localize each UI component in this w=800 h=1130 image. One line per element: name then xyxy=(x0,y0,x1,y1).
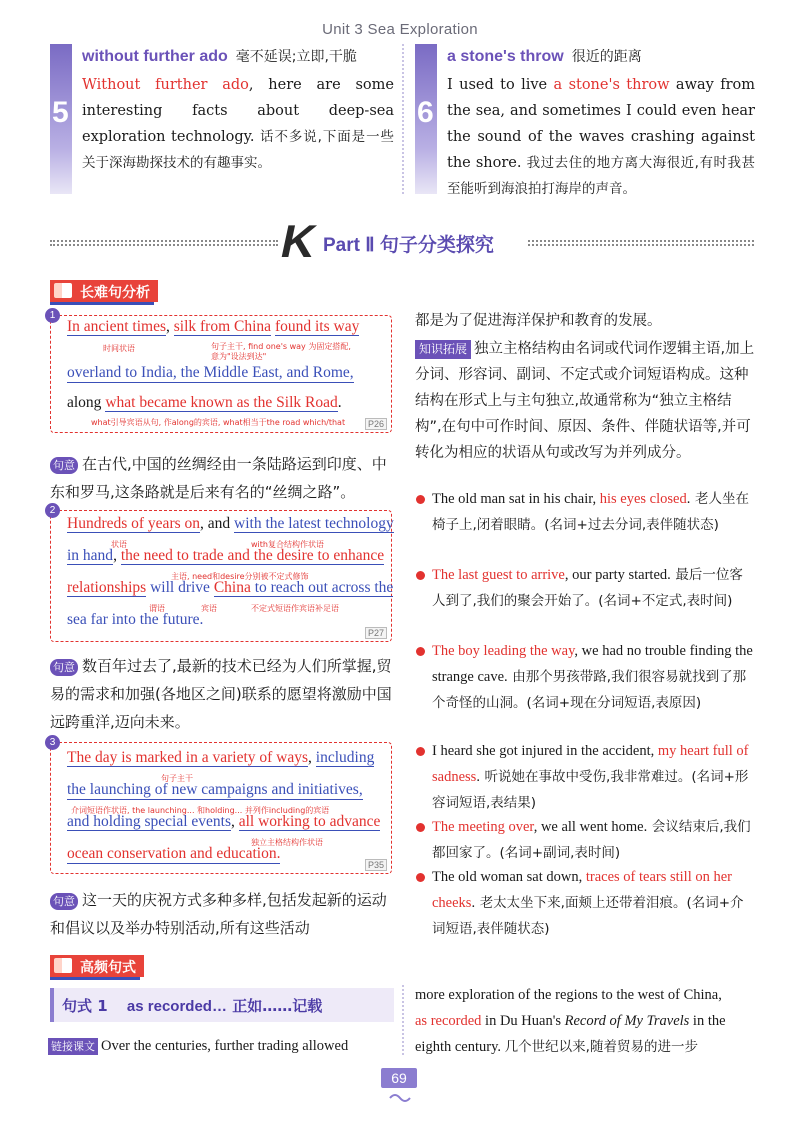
sentence-line xyxy=(67,813,380,831)
phrase-including: and holding special events xyxy=(67,813,231,830)
bullet-icon xyxy=(416,571,425,580)
text-line xyxy=(415,1034,755,1060)
phrase-time: In ancient times xyxy=(67,318,166,335)
sentence-line xyxy=(67,547,384,565)
annotation: 谓语 xyxy=(149,604,165,613)
example-6 xyxy=(432,864,754,942)
text: in Du Huan's xyxy=(481,1013,565,1029)
page-ref: P26 xyxy=(365,418,387,430)
phrase-with-structure: with the latest technology xyxy=(234,515,394,532)
sentence-line xyxy=(67,515,394,533)
phrase-complement: to reach out across the xyxy=(250,579,394,596)
example-translation: 会议结束后,我们都回家了。(名词+副词,表时间) xyxy=(432,819,751,861)
extension-text: 独立主格结构由名词或代词作逻辑主语,加上分词、形容词、副词、不定式或介词短语构成。这种结构在形式上与主句独立,故通常称为“独立主格结构”,在句中可作时间、原因、条件、伴随状语等,并可转化为相应的状语从句或改写为并列成分。 xyxy=(415,341,755,461)
phrase-heading xyxy=(82,46,357,66)
phrase-subject: the need to trade and the desire to enhance xyxy=(120,547,385,564)
example-translation: 我过去住的地方离大海很近,有时我甚至能听到海浪拍打海岸的声音。 xyxy=(447,155,755,197)
example-text: , our party started. xyxy=(564,567,671,583)
example-text: , we all went home. xyxy=(533,819,648,835)
sentence-index: 3 xyxy=(45,735,60,750)
phrase-object: China xyxy=(213,579,251,596)
part-letter: K xyxy=(276,215,321,267)
translation-text: 在古代,中国的丝绸经由一条陆路运到印度、中东和罗马,这条路就是后来有名的“丝绸之路”。 xyxy=(50,455,387,501)
punct: , and xyxy=(200,515,235,532)
phrase-verb: found its way xyxy=(274,318,360,335)
page-ref: P35 xyxy=(365,859,387,871)
example-highlight: The last guest to arrive xyxy=(432,567,565,583)
example-text: . xyxy=(476,769,480,785)
annotation: with复合结构作状语 xyxy=(251,540,324,549)
bottom-right-text xyxy=(415,982,755,1060)
annotation: 时间状语 xyxy=(103,344,135,353)
text: in the xyxy=(689,1013,726,1029)
example-highlight: my heart full of sadness xyxy=(432,743,749,785)
phrase-card-6 xyxy=(415,44,760,197)
phrase-heading xyxy=(447,46,642,66)
sentence-line: ocean conservation and education. xyxy=(67,845,281,862)
pattern-en: as recorded… xyxy=(126,998,227,1015)
meaning-badge: 句意 xyxy=(50,457,78,474)
text: eighth century. xyxy=(415,1039,502,1055)
annotation: 句子主干 xyxy=(161,774,193,783)
annotation: 宾语 xyxy=(201,604,217,613)
example-text: I heard she got injured in the accident, xyxy=(432,743,658,759)
part-title: Part Ⅱ 句子分类探究 xyxy=(323,235,494,256)
example-translation: 话不多说,下面是一些关于深海勘探技术的有趣事实。 xyxy=(82,129,395,171)
phrase-example xyxy=(447,72,755,202)
example-rest: away from the sea, and sometimes I could even hear the sound of the waves crashing against the shore. xyxy=(447,77,755,171)
example-translation: 听说她在事故中受伤,我非常难过。(名词+形容词短语,表结果) xyxy=(432,769,749,811)
sentence-index: 2 xyxy=(45,503,60,518)
page-number: 69 xyxy=(381,1068,417,1088)
book-icon xyxy=(54,958,72,973)
sentence-index: 1 xyxy=(45,308,60,323)
translation-text: 数百年过去了,最新的技术已经为人们所掌握,贸易的需求和加强(各地区之间)联系的愿望将激励中国远跨重洋,迈向未来。 xyxy=(50,657,392,731)
example-highlight: Without further ado xyxy=(82,77,249,93)
bullet-icon xyxy=(416,495,425,504)
sentence-box-3 xyxy=(49,737,392,874)
example-translation: 老人坐在椅子上,闭着眼睛。(名词+过去分词,表伴随状态) xyxy=(432,491,749,533)
sentence-line: overland to India, the Middle East, and Rome, xyxy=(67,364,354,381)
example-pre: I used to live xyxy=(447,77,554,93)
bullet-icon xyxy=(416,747,425,756)
sentence-box-2 xyxy=(49,505,394,642)
phrase-main-clause: The day is marked in a variety of ways xyxy=(67,749,309,766)
phrase-subject: relationships xyxy=(67,579,147,596)
annotation: what引导宾语从句, 作along的宾语, what相当于the road which/that xyxy=(91,418,346,427)
example-3 xyxy=(432,638,754,716)
link-text: Over the centuries, further trading allowed xyxy=(101,1038,349,1054)
translation-2 xyxy=(50,652,394,736)
translation-1 xyxy=(50,450,394,506)
word: along xyxy=(67,394,106,411)
punct: , xyxy=(113,547,121,564)
section-underline xyxy=(50,977,140,980)
text-line xyxy=(415,1008,755,1034)
sentence-line xyxy=(67,318,359,336)
wave-icon xyxy=(388,1092,412,1104)
section-underline xyxy=(50,302,154,305)
phrase-absolute: all working to advance xyxy=(238,813,381,830)
example-translation: 最后一位客人到了,我们的聚会开始了。(名词+不定式,表时间) xyxy=(432,567,743,609)
bullet-icon xyxy=(416,647,425,656)
book-title: Record of My Travels xyxy=(564,1013,690,1029)
knowledge-extension xyxy=(415,336,755,466)
unit-title: Unit 3 Sea Exploration xyxy=(322,21,478,38)
phrase-example xyxy=(82,72,394,176)
section-label-difficult xyxy=(50,280,158,302)
phrase-meaning: 很近的距离 xyxy=(571,49,642,65)
example-2 xyxy=(432,562,754,614)
link-text-line xyxy=(48,1038,396,1055)
phrase-meaning: 毫不延误;立即,干脆 xyxy=(235,49,357,65)
section-label-text: 长难句分析 xyxy=(80,285,150,301)
example-highlight: The meeting over xyxy=(432,819,534,835)
bullet-icon xyxy=(416,823,425,832)
annotation: 意为"设法到达" xyxy=(211,352,267,361)
pattern-1 xyxy=(50,988,394,1022)
sentence-line: sea far into the future. xyxy=(67,611,204,628)
pattern-zh: 正如……记载 xyxy=(232,997,323,1015)
annotation: 独立主格结构作状语 xyxy=(251,838,323,847)
sentence-line xyxy=(67,749,374,767)
example-highlight: traces of tears still on her cheeks xyxy=(432,869,732,911)
extension-badge: 知识拓展 xyxy=(415,340,471,359)
section-label-frequent xyxy=(50,955,144,977)
annotation: 句子主干, find one's way 为固定搭配, xyxy=(211,342,351,351)
phrase-adverbial: Hundreds of years on xyxy=(67,515,201,532)
phrase-number: 5 xyxy=(52,96,69,129)
page-ref: P27 xyxy=(365,627,387,639)
example-5 xyxy=(432,814,754,866)
example-highlight: his eyes closed xyxy=(599,491,687,507)
link-badge: 链接课文 xyxy=(48,1038,98,1055)
annotation: 介词短语作状语, the launching... 和holding... 并列作including的宾语 xyxy=(71,806,330,815)
example-translation: 由那个男孩带路,我们很容易就找到了那个奇怪的山洞。(名词+现在分词短语,表原因) xyxy=(432,669,747,711)
book-icon xyxy=(54,283,72,298)
section-label-text: 高频句式 xyxy=(80,960,136,976)
punct: , xyxy=(308,749,316,766)
text-line: more exploration of the regions to the west of China, xyxy=(415,987,722,1003)
example-text: . xyxy=(686,491,691,507)
text-highlight: as recorded xyxy=(415,1013,482,1029)
meaning-badge: 句意 xyxy=(50,659,78,676)
column-divider-bottom xyxy=(402,985,404,1055)
phrase-text: without further ado xyxy=(82,48,228,65)
example-text: . xyxy=(471,895,476,911)
translation-3 xyxy=(50,886,394,942)
part-divider-right xyxy=(528,240,754,246)
text: 几个世纪以来,随着贸易的进一步 xyxy=(504,1039,698,1055)
phrase-including: including xyxy=(315,749,375,766)
column-divider xyxy=(402,44,404,194)
example-highlight: a stone's throw xyxy=(553,77,670,93)
phrase-subject: silk from China xyxy=(173,318,272,335)
sentence-line xyxy=(67,579,393,597)
example-highlight: The boy leading the way xyxy=(432,643,575,659)
part-divider-left xyxy=(50,240,278,246)
phrase-number: 6 xyxy=(417,96,434,129)
annotation: 状语 xyxy=(111,540,127,549)
bullet-icon xyxy=(416,873,425,882)
sentence-box-1 xyxy=(49,310,392,433)
example-rest: , here are some interesting facts about deep-sea exploration technology. xyxy=(82,77,394,145)
phrase-with-structure: in hand xyxy=(67,547,114,564)
annotation: 主语, need和desire分别被不定式修饰 xyxy=(171,572,309,581)
translation-text: 这一天的庆祝方式多种多样,包括发起新的运动和倡议以及举办特别活动,所有这些活动 xyxy=(50,891,387,937)
example-text: , we had no trouble finding the strange cave. xyxy=(432,643,753,685)
translation-continuation: 都是为了促进海洋保护和教育的发展。 xyxy=(415,313,662,329)
example-1 xyxy=(432,486,754,538)
phrase-predicate: will drive xyxy=(146,579,214,596)
example-text: The old woman sat down, xyxy=(432,869,586,885)
phrase-object-clause: what became known as the Silk Road xyxy=(105,394,338,411)
sentence-line: the launching of new campaigns and initiatives, xyxy=(67,781,363,798)
meaning-badge: 句意 xyxy=(50,893,78,910)
annotation: 不定式短语作宾语补足语 xyxy=(251,604,339,613)
phrase-card-5 xyxy=(50,44,395,194)
pattern-label: 句式 1 xyxy=(62,997,108,1015)
phrase-text: a stone's throw xyxy=(447,48,564,65)
example-text: The old man sat in his chair, xyxy=(432,491,600,507)
punct: , xyxy=(166,318,174,335)
example-translation: 老太太坐下来,面颊上还带着泪痕。(名词+介词短语,表伴随状态) xyxy=(432,895,744,937)
punct: , xyxy=(231,813,239,830)
sentence-line: along what became known as the Silk Road. xyxy=(67,394,342,411)
example-4 xyxy=(432,738,754,816)
